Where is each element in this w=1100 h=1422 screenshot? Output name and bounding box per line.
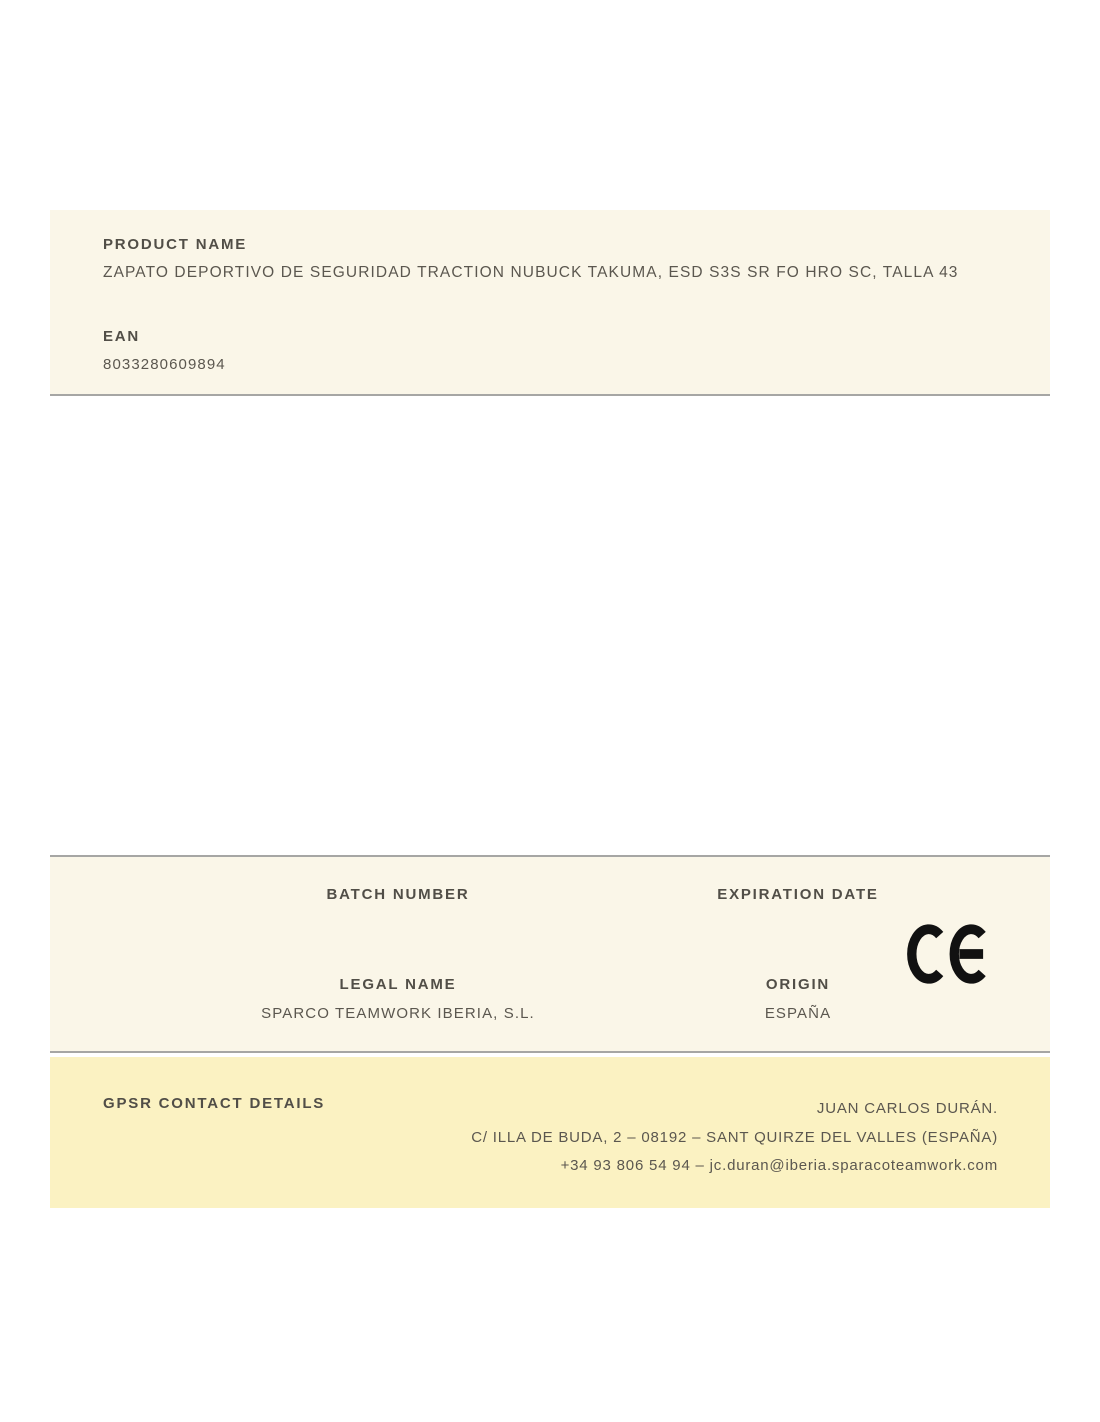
origin-value: ESPAÑA	[764, 1005, 832, 1022]
gpsr-contact-section	[50, 1057, 1050, 1208]
legal-name-label: LEGAL NAME	[339, 976, 457, 993]
product-name-value: ZAPATO DEPORTIVO DE SEGURIDAD TRACTION NUBUCK TAKUMA, ESD S3S SR FO HRO SC, TALLA 43	[103, 264, 959, 281]
gpsr-contact-details-label: GPSR CONTACT DETAILS	[103, 1095, 326, 1112]
ean-value: 8033280609894	[103, 356, 226, 373]
batch-number-label: BATCH NUMBER	[326, 886, 470, 903]
gpsr-contact-address: C/ ILLA DE BUDA, 2 – 08192 – SANT QUIRZE DEL VALLES (ESPAÑA)	[471, 1128, 998, 1146]
product-info-section	[50, 210, 1050, 396]
expiration-date-label: EXPIRATION DATE	[717, 886, 879, 903]
ean-label: EAN	[103, 328, 141, 345]
gpsr-contact-name: JUAN CARLOS DURÁN.	[816, 1100, 998, 1117]
product-name-label: PRODUCT NAME	[103, 236, 248, 253]
origin-label: ORIGIN	[765, 976, 831, 993]
gpsr-contact-block	[298, 1095, 998, 1181]
batch-legal-section	[50, 855, 1050, 1053]
gpsr-contact-phone-email: +34 93 806 54 94 – jc.duran@iberia.sparacoteamwork.com	[560, 1157, 998, 1174]
legal-name-value: SPARCO TEAMWORK IBERIA, S.L.	[261, 1005, 535, 1022]
ce-marking-icon	[905, 923, 995, 985]
